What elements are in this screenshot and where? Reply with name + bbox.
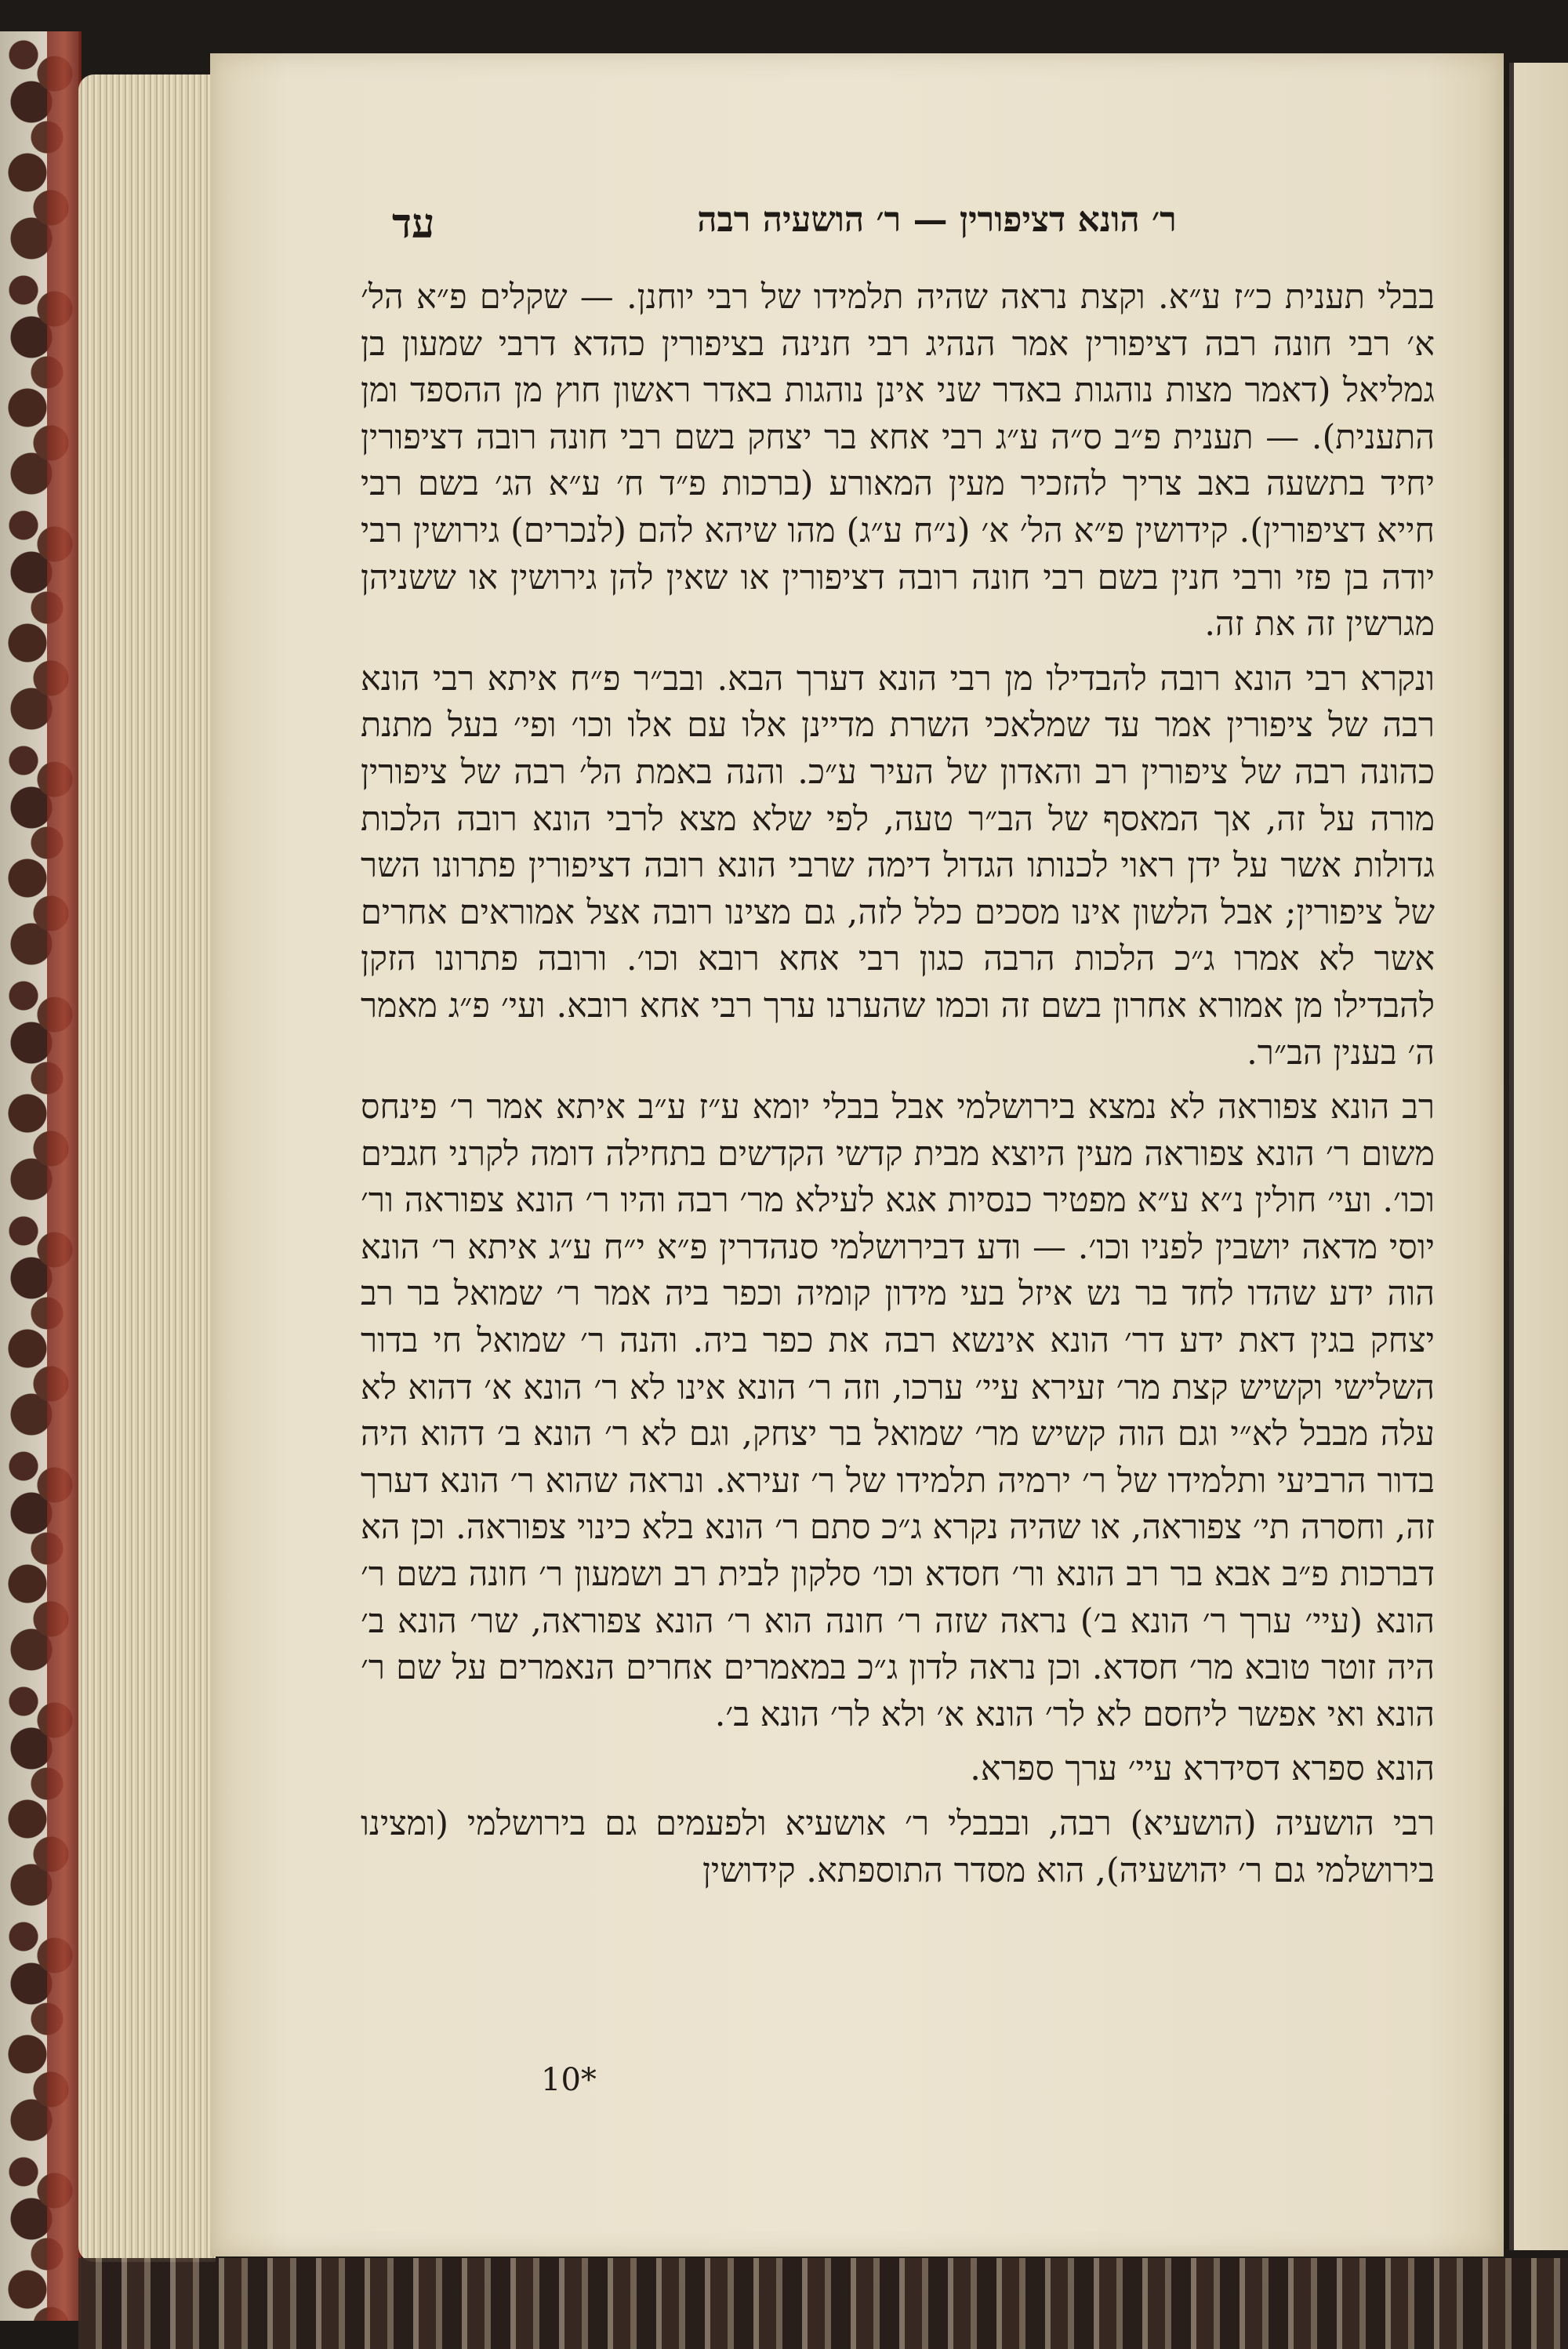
page-header — [392, 200, 1403, 263]
paragraph: רבי הושעיה (הושעיא) רבה, ובבבלי ר׳ אושעיא ולפעמים גם בירושלמי (ומצינו בירושלמי גם ר׳ יהושעיה), הוא מסדר התוספתא. קידושין — [361, 1804, 1435, 1890]
facing-page-edge — [1509, 63, 1568, 2250]
paragraph: בבלי תענית כ״ז ע״א. וקצת נראה שהיה תלמידו של רבי יוחנן. — שקלים פ״א הל׳ א׳ רבי חונה רבה דציפורין אמר הנהיג רבי חנינה בציפורין כהדא דרבי שמעון בן גמליאל (דאמר מצות נוהגות באדר שני אינן נוהגות באדר ראשון חוץ מן ההספד ומן התענית). — תענית פ״ב ס״ה ע״ג רבי אחא בר יצחק בשם רבי חונה רובה דציפורין יחיד בתשעה באב צריך להזכיר מעין המאורע (ברכות פ״ד ח׳ ע״א הג׳ בשם רבי חייא דציפורין). קידושין פ״א הל׳ א׳ (נ״ח ע״ג) מהו שיהא להם (לנכרים) גירושין רבי יודה בן פזי ורבי חנין בשם רבי חונה רובה דציפורין או שאין להן גירושין או ששניהן מגרשין זה את זה. — [361, 278, 1435, 644]
body-text — [361, 274, 1435, 1902]
paragraph: ונקרא רבי הונא רובה להבדילו מן רבי הונא דערך הבא. ובב״ר פ״ח איתא רבי הונא רבה של ציפורין אמר עד שמלאכי השרת מדיינן אלו עם אלו וכו׳ ופי׳ בעל מתנת כהונה רבה של ציפורין רב והאדון של העיר ע״כ. והנה באמת הל׳ רבה של ציפורין מורה על זה, אך המאסף של הב״ר טעה, לפי שלא מצא לרבי הונא רובה הלכות גדולות אשר על ידן ראוי לכנותו הגדול דימה שרבי הונא רובה דציפורין פתרונו השר של ציפורין; אבל הלשון אינו מסכים כלל לזה, גם מצינו רובה אצל אמוראים אחרים אשר לא אמרו ג״כ הלכות הרבה כגון רבי אחא רובא וכו׳. ורובה פתרונו הזקן להבדילו מן אמורא אחרון בשם זה וכמו שהערנו ערך רבי אחא רובא. ועי׳ פ״ג מאמר ה׳ בענין הב״ר. — [361, 659, 1435, 1073]
page-block-edges — [78, 74, 216, 2262]
paragraph: הונא ספרא דסידרא עיי׳ ערך ספרא. — [970, 1749, 1435, 1789]
page-number-label: עד — [392, 200, 435, 248]
signature-mark: 10* — [541, 2062, 597, 2098]
paragraph: רב הונא צפוראה לא נמצא בירושלמי אבל בבלי יומא ע״ז ע״ב איתא אמר ר׳ פינחס משום ר׳ הונא צפוראה מעין היוצא מבית קדשי הקדשים בתחילה דומה לקרני חגבים וכו׳. ועי׳ חולין נ״א ע״א מפטיר כנסיות אגא לעילא מר׳ רבה והיו ר׳ הונא צפוראה ור׳ יוסי מדאה יושבין לפניו וכו׳. — ודע דבירושלמי סנהדרין פ״א י״ח ע״ג איתא ר׳ הונא הוה ידע שהדו לחד בר נש איזל בעי מידון קומיה וכפר ביה אמר ר׳ שמואל בר רב יצחק בגין דאת ידע דר׳ הונא אינשא רבה את כפר ביה. והנה ר׳ שמואל חי בדור השלישי וקשיש קצת מר׳ זעירא עיי׳ ערכו, וזה ר׳ הונא אינו לא ר׳ הונא א׳ דהוא לא עלה מבבל לא״י וגם הוה קשיש מר׳ שמואל בר יצחק, וגם לא ר׳ הונא ב׳ דהוא היה בדור הרביעי ותלמידו של ר׳ ירמיה תלמידו של ר׳ זעירא. ונראה שהוא ר׳ הונא דערך זה, וחסרה תי׳ צפוראה, או שהיה נקרא ג״כ סתם ר׳ הונא בלא כינוי צפוראה. וכן הא דברכות פ״ב אבא בר רב הונא ור׳ חסדא וכו׳ סלקון לבית רב ושמעון ר׳ חונה בשם ר׳ הונא (עיי׳ ערך ר׳ הונא ב׳) נראה שזה ר׳ חונה הוא ר׳ הונא צפוראה, שר׳ הונא ב׳ היה זוטר טובא מר׳ חסדא. וכן נראה לדון ג״כ במאמרים אחרים הנאמרים על שם ר׳ הונא ואי אפשר ליחסם לא לר׳ הונא א׳ ולא לר׳ הונא ב׳. — [361, 1087, 1435, 1734]
book-cover-bottom — [78, 2258, 1568, 2349]
book-cover-binding — [47, 31, 82, 2321]
running-head: ר׳ הונא דציפורין — ר׳ הושעיה רבה — [697, 200, 1177, 240]
